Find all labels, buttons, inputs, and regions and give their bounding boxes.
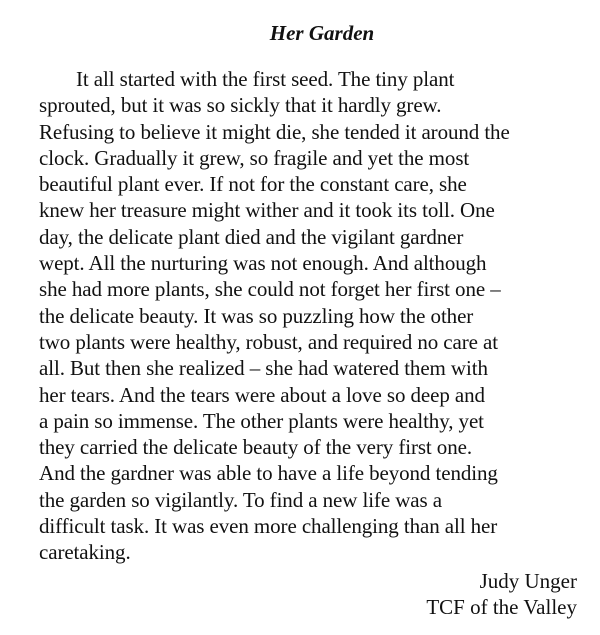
author-name: Judy Unger	[479, 569, 577, 593]
story-line: difficult task. It was even more challenging than all her	[39, 514, 498, 539]
signature-block	[426, 568, 577, 620]
story-line: she had more plants, she could not forget her first one –	[39, 277, 501, 302]
story-line: clock. Gradually it grew, so fragile and yet the most	[39, 145, 470, 170]
story-line: It all started with the first seed. The tiny plant	[76, 67, 455, 91]
author-organization: TCF of the Valley	[426, 595, 577, 619]
story-line: two plants were healthy, robust, and required no care at	[39, 329, 498, 354]
story-line: day, the delicate plant died and the vigilant gardner	[39, 224, 464, 249]
story-line: her tears. And the tears were about a love so deep and	[39, 382, 485, 407]
story-line: sprouted, but it was so sickly that it hardly grew.	[39, 93, 442, 118]
story-line: knew her treasure might wither and it took its toll. One	[39, 198, 495, 223]
story-body	[39, 66, 589, 566]
story-line: all. But then she realized – she had watered them with	[39, 356, 488, 381]
story-line: the delicate beauty. It was so puzzling how the other	[39, 303, 474, 328]
story-line: And the gardner was able to have a life beyond tending	[39, 461, 498, 486]
poem-title: Her Garden	[269, 21, 375, 45]
story-line: beautiful plant ever. If not for the constant care, she	[39, 172, 467, 197]
story-line: caretaking.	[39, 540, 131, 565]
story-line: Refusing to believe it might die, she tended it around the	[39, 119, 510, 144]
story-line: the garden so vigilantly. To find a new life was a	[39, 487, 442, 512]
story-line: they carried the delicate beauty of the very first one.	[39, 435, 472, 460]
story-line: wept. All the nurturing was not enough. And although	[39, 251, 487, 276]
story-line: a pain so immense. The other plants were healthy, yet	[39, 408, 484, 433]
